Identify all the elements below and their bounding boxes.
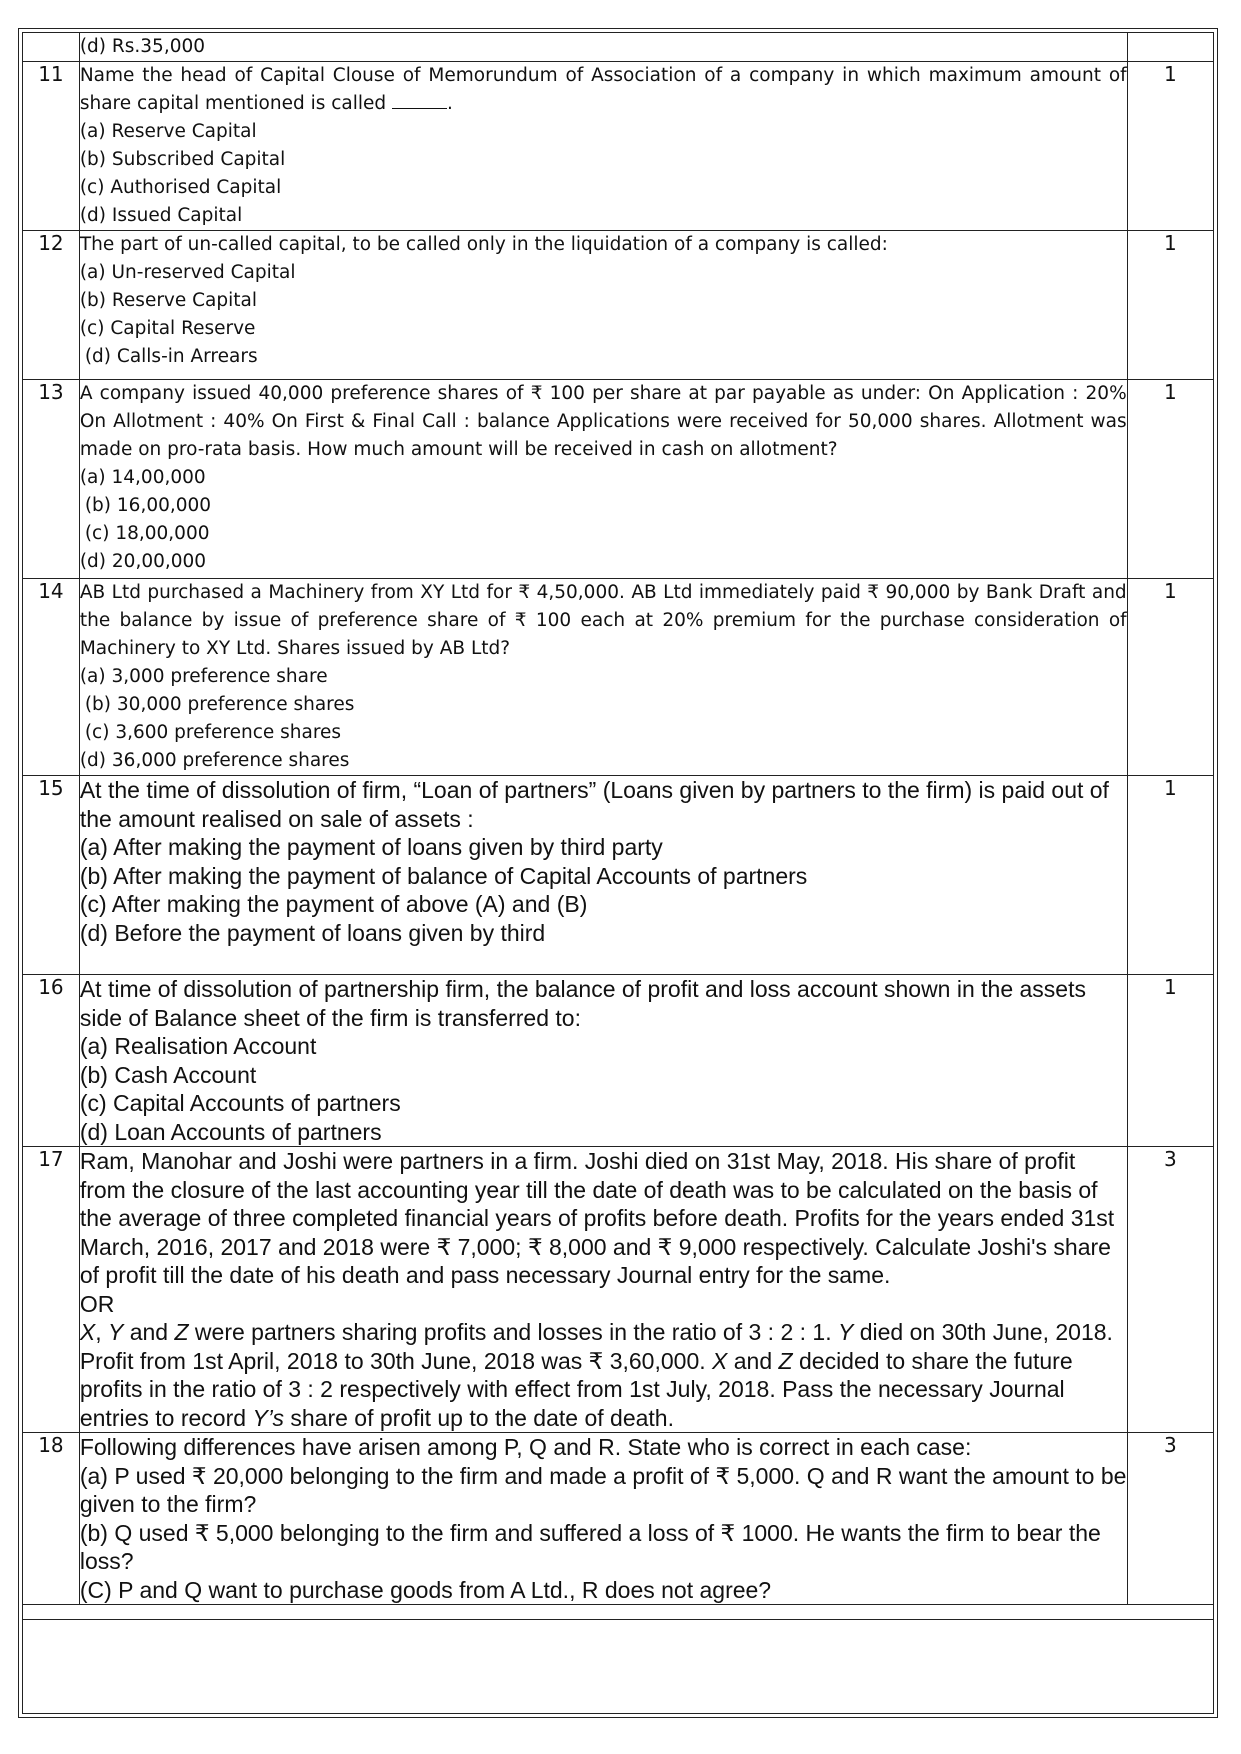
option-c: (c) Capital Reserve <box>79 318 256 339</box>
text-segment: share of profit up to the date of death. <box>283 1404 674 1431</box>
question-marks: 1 <box>1127 776 1213 975</box>
question-row-15 <box>23 776 1214 975</box>
question-marks: 1 <box>1127 579 1213 776</box>
question-number: 12 <box>23 231 80 380</box>
question-body <box>79 62 1127 231</box>
question-marks: 1 <box>1127 975 1213 1147</box>
question-row-14 <box>23 579 1214 776</box>
question-number: 13 <box>23 380 80 579</box>
carry-over-row <box>23 33 1214 62</box>
option-c: (c) 3,600 preference shares <box>84 722 342 743</box>
question-marks <box>1127 33 1213 62</box>
question-text: Following differences have arisen among P, Q and R. State who is correct in each case: <box>79 1434 972 1460</box>
option-d: (d) Loan Accounts of partners <box>79 1118 382 1145</box>
part-c: (C) P and Q want to purchase goods from A Ltd., R does not agree? <box>79 1576 772 1603</box>
answer-blank <box>392 90 447 109</box>
option-a: (a) Realisation Account <box>79 1033 317 1059</box>
option-c: (c) After making the payment of above (A) and (B) <box>79 891 588 917</box>
text-segment: and <box>123 1319 175 1345</box>
partner-y-possessive: Y’s <box>252 1404 284 1431</box>
partner-z: Z <box>778 1347 793 1374</box>
option-d: (d) Issued Capital <box>79 205 243 226</box>
question-text: Name the head of Capital Clouse of Memorundum of Association of a company in which maximum amount of share capital mentioned is called <box>79 65 1127 114</box>
question-text: At the time of dissolution of firm, “Loan of partners” (Loans given by partners to the firm) is paid out of the amount realised on sale of assets : <box>79 777 1109 832</box>
text-segment: died on 30th June, 2018. Profit from 1st April, 2018 to 30th June, 2018 was ₹ 3,60,000. <box>79 1319 1113 1374</box>
question-number: 16 <box>23 975 80 1147</box>
option-b: (b) After making the payment of balance of Capital Accounts of partners <box>79 862 808 889</box>
text-segment: decided to share the future profits in the ratio of 3 : 2 respectively with effect from 1st July, 2018. Pass the necessary Journal entries to record <box>79 1347 1073 1431</box>
question-number: 11 <box>23 62 80 231</box>
question-text: At time of dissolution of partnership firm, the balance of profit and loss account shown in the assets side of Balance sheet of the firm is transferred to: <box>79 976 1086 1031</box>
question-number: 15 <box>23 776 80 975</box>
option-b: (b) 30,000 preference shares <box>84 694 355 715</box>
text-segment: and <box>727 1347 779 1374</box>
question-body <box>79 231 1127 380</box>
question-body <box>79 1147 1127 1433</box>
partner-y: Y <box>837 1319 854 1345</box>
question-body <box>79 975 1127 1147</box>
partner-x: X <box>79 1319 96 1345</box>
option-c: (c) Capital Accounts of partners <box>79 1090 401 1116</box>
closing-cell <box>23 1605 1214 1620</box>
option-a: (a) 14,00,000 <box>79 467 206 488</box>
question-row-12 <box>23 231 1214 380</box>
option-a: (a) After making the payment of loans given by third party <box>79 834 663 860</box>
question-row-17 <box>23 1147 1214 1433</box>
partner-x: X <box>712 1347 728 1374</box>
question-marks: 3 <box>1127 1433 1213 1605</box>
alternative-question <box>80 1318 1127 1432</box>
question-number: 17 <box>23 1147 80 1433</box>
part-a: (a) P used ₹ 20,000 belonging to the firm and made a profit of ₹ 5,000. Q and R want the amount to be given to the firm? <box>79 1462 1127 1517</box>
question-body <box>79 579 1127 776</box>
question-row-11 <box>23 62 1214 231</box>
question-body <box>79 33 1127 62</box>
option-d: (d) Before the payment of loans given by third <box>79 919 546 946</box>
question-text: A company issued 40,000 preference shares of ₹ 100 per share at par payable as under: On Application : 20% On Allotment : 40% On First & Final Call : balance Applications were received for 50,000 shares. Allotment was made on pro-rata basis. How much amount will be received in cash on allotment? <box>79 383 1127 460</box>
option-c: (c) 18,00,000 <box>84 523 210 544</box>
question-body <box>79 1433 1127 1605</box>
question-text: AB Ltd purchased a Machinery from XY Ltd for ₹ 4,50,000. AB Ltd immediately paid ₹ 90,000 by Bank Draft and the balance by issue of preference share of ₹ 100 each at 20% premium for the purchase consideration of Machinery to XY Ltd. Shares issued by AB Ltd? <box>79 582 1127 659</box>
option-b: (b) Reserve Capital <box>79 290 258 311</box>
option-a: (a) Un-reserved Capital <box>79 262 296 283</box>
question-marks: 3 <box>1127 1147 1213 1433</box>
question-marks: 1 <box>1127 380 1213 579</box>
option-d: (d) 36,000 preference shares <box>79 750 350 771</box>
option-d: (d) Rs.35,000 <box>79 36 206 57</box>
option-b: (b) 16,00,000 <box>84 495 212 516</box>
question-number: 18 <box>23 1433 80 1605</box>
option-b: (b) Cash Account <box>79 1061 257 1088</box>
question-marks: 1 <box>1127 231 1213 380</box>
question-text: The part of un-called capital, to be called only in the liquidation of a company is called: <box>79 234 888 255</box>
question-table <box>22 32 1214 1620</box>
question-number <box>23 33 80 62</box>
option-b: (b) Subscribed Capital <box>79 149 286 170</box>
option-a: (a) 3,000 preference share <box>79 666 328 687</box>
option-d: (d) Calls-in Arrears <box>84 346 258 367</box>
question-text: Ram, Manohar and Joshi were partners in a firm. Joshi died on 31st May, 2018. His share of profit from the closure of the last accounting year till the date of death was to be calculated on the basis of the average of three completed financial years of profits before death. Profits for the years ended 31st March, 2016, 2017 and 2018 were ₹ 7,000; ₹ 8,000 and ₹ 9,000 respectively. Calculate Joshi's share of profit till the date of his death and pass necessary Journal entry for the same. <box>79 1148 1115 1288</box>
question-marks: 1 <box>1127 62 1213 231</box>
or-label: OR <box>79 1290 115 1317</box>
text-segment: were partners sharing profits and losses in the ratio of 3 : 2 : 1. <box>188 1319 838 1345</box>
partner-y: Y <box>107 1319 124 1345</box>
option-c: (c) Authorised Capital <box>79 177 282 198</box>
closing-row <box>23 1605 1214 1620</box>
text-segment: , <box>95 1319 108 1345</box>
question-row-18 <box>23 1433 1214 1605</box>
option-a: (a) Reserve Capital <box>79 121 257 142</box>
question-body <box>79 776 1127 975</box>
question-row-13 <box>23 380 1214 579</box>
part-b: (b) Q used ₹ 5,000 belonging to the firm and suffered a loss of ₹ 1000. He wants the firm to bear the loss? <box>79 1519 1101 1574</box>
partner-z: Z <box>174 1319 189 1345</box>
question-text-end: . <box>447 93 453 114</box>
option-d: (d) 20,00,000 <box>79 551 207 572</box>
question-body <box>79 380 1127 579</box>
question-number: 14 <box>23 579 80 776</box>
question-row-16 <box>23 975 1214 1147</box>
